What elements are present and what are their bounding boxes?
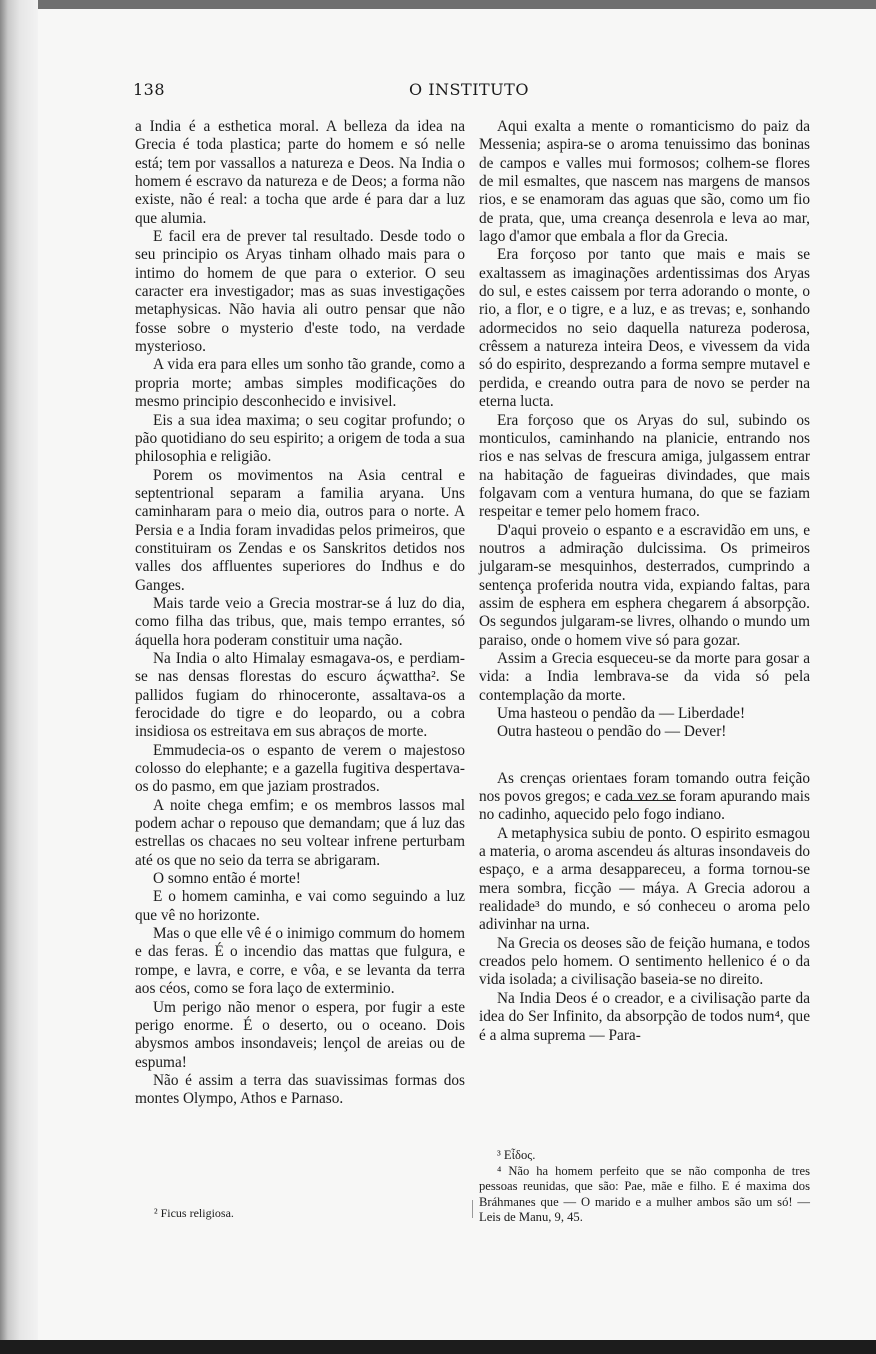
scan-bottom-edge — [0, 1340, 876, 1354]
section-divider — [620, 800, 676, 801]
paragraph: O somno então é morte! — [153, 870, 301, 888]
scan-top-edge — [0, 0, 876, 9]
paragraph: As crenças orientaes foram tomando outra feição nos povos gregos; e cada vez se foram apurando mais no cadinho, aquecido pelo fogo indiano. — [479, 769, 810, 824]
paragraph: Eis a sua idea maxima; o seu cogitar profundo; o pão quotidiano do seu espirito; a origem de toda a sua philosophia e religião. — [135, 411, 465, 466]
paragraph: Não é assim a terra das suavissimas formas dos montes Olympo, Athos e Parnaso. — [135, 1071, 465, 1108]
paragraph: Era forçoso que os Aryas do sul, subindo os monticulos, caminhando na planicie, entrando nos rios e nas selvas de frescura amiga, julgassem entrar na habitação de fagueiras divindades, que mais folgavam com a ventura humana, do que se faziam respeitar e temer pelo homem fraco. — [479, 411, 810, 521]
paragraph: A noite chega emfim; e os membros lassos mal podem achar o repouso que demandam; que á luz das estrellas os chacaes no seu voltear infrene perturbam até os que no seio da terra se abrigaram. — [135, 796, 465, 869]
paragraph: Mas o que elle vê é o inimigo commum do homem e das feras. É o incendio das mattas que fulgura, e rompe, e lavra, e corre, e vôa, e se levanta da terra aos céos, como se fora laço de exterminio. — [135, 925, 465, 998]
page-number: 138 — [133, 80, 166, 99]
footnote-2: ² Ficus religiosa. — [154, 1206, 234, 1220]
book-spine-shadow — [0, 0, 38, 1354]
footnote-3: ³ Eἶδος. — [497, 1148, 536, 1162]
paragraph: Uma hasteou o pendão da — Liberdade! — [497, 705, 746, 722]
paragraph: E facil era de prever tal resultado. Desde todo o seu principio os Aryas tinham olhado mais para o intimo do homem de que para o exterior. O seu caracter era investigador; mas as suas investigações metaphysicas. Não havia ali outro pensar que não fosse sobre o mysterio d'este todo, na verdade mysterioso. — [135, 228, 465, 356]
paragraph: a India é a esthetica moral. A belleza da idea na Grecia é toda plastica; parte do homem e só nelle está; tem por vassallos a natureza e Deos. Na India o homem é escravo da natureza e de Deos; a forma não existe, não é real: a tocha que arde é para dar a luz que alumia. — [135, 118, 465, 227]
page-header — [133, 80, 805, 102]
paragraph: Porem os movimentos na Asia central e septentrional separam a familia aryana. Uns caminharam para o meio dia, outros para o norte. A Persia e a India foram invadidas pelos primeiros, que constituiram os Zendas e os Sanskritos detidos nos valles dos affluentes superiores do Indhus e do Ganges. — [135, 466, 465, 594]
section-break — [479, 742, 810, 770]
paragraph: E o homem caminha, e vai como seguindo a luz que vê no horizonte. — [135, 888, 465, 924]
paragraph: Emmudecia-os o espanto de verem o majestoso colosso do elephante; e a gazella fugitiva despertava-os do pasmo, em que jaziam prostrados. — [135, 741, 465, 796]
paragraph: Era forçoso por tanto que mais e mais se exaltassem as imaginações ardentissimas dos Aryas do sul, e estes caissem por terra adorando o monte, o rio, a flor, e o tigre, e a luz, e as trevas; e, sonhando adormecidos no seio daquella natureza poderosa, crêssem a natureza inteira Deos, e vivessem da vida só do espirito, desprezando a forma sempre mutavel e perdida, e creando outra para de novo se perder na eterna lucta. — [479, 246, 810, 411]
paragraph: A metaphysica subiu de ponto. O espirito esmagou a materia, o aroma ascendeu ás alturas insondaveis do espaço, e a arma desappareceu, a forma tornou-se mera sombra, ficção — máya. A Grecia adorou a realidade³ do mundo, e só conheceu o aroma pelo adivinhar na urna. — [479, 824, 810, 934]
paragraph: Assim a Grecia esqueceu-se da morte para gosar a vida: a India lembrava-se da vida só pela contemplação da morte. — [479, 649, 810, 704]
paragraph: Mais tarde veio a Grecia mostrar-se á luz do dia, como filha das tribus, que, mais tempo errantes, só áquella hora poderam constituir uma nação. — [135, 594, 465, 649]
paragraph: Na India o alto Himalay esmagava-os, e perdiam-se nas densas florestas do escuro áçwattha². Se pallidos fugiam do rhinoceronte, assaltava-os a ferocidade do tigre e do leopardo, ou a cobra insidiosa os estreitava em sus abraços de morte. — [135, 649, 465, 741]
paragraph: Aqui exalta a mente o romanticismo do paiz da Messenia; aspira-se o aroma tenuissimo das boninas de campos e valles mui formosos; colhem-se flores de mil esmaltes, que nascem nas margens de mansos rios, e se enamoram das aguas que são, como um fio de prata, que, uma creança desenrola e leva ao mar, lago d'amor que embala a flor da Grecia. — [479, 118, 810, 246]
paragraph: Na India Deos é o creador, e a civilisação parte da idea do Ser Infinito, da absorpção de todos num⁴, que é a alma suprema — Para- — [479, 989, 810, 1044]
paragraph: Na Grecia os deoses são de feição humana, e todos creados pelo homem. O sentimento hellenico é o da vida isolada; a civilisação baseia-se no direito. — [479, 934, 810, 989]
left-column — [135, 118, 465, 1109]
column-divider — [472, 1200, 473, 1218]
paragraph: Outra hasteou o pendão do — Dever! — [497, 723, 727, 741]
running-title: O INSTITUTO — [409, 80, 529, 99]
paragraph: Um perigo não menor o espera, por fugir a este perigo enorme. É o deserto, ou o oceano. Dois abysmos ambos insondaveis; lençol de areias ou de espuma! — [135, 998, 465, 1071]
footnote-4: ⁴ Não ha homem perfeito que se não componha de tres pessoas reunidas, que são: Pae, mãe e filho. E é maxima dos Bráhmanes que — O marido e a mulher ambos são um só! — Leis de Manu, 9, 45. — [479, 1163, 810, 1224]
paragraph: A vida era para elles um sonho tão grande, como a propria morte; ambas simples modificações do mesmo principio desconhecido e invisivel. — [135, 356, 465, 411]
footnotes-right — [479, 1148, 810, 1226]
right-column — [479, 118, 810, 1045]
paragraph: D'aqui proveio o espanto e a escravidão em uns, e noutros a admiração dulcissima. Os primeiros julgaram-se mesquinhos, desterrados, cumprindo a sentença proferida noutra vida, expiando faltas, para assim de esphera em esphera chegarem á absorpção. Os segundos julgaram-se livres, olhando o mundo um paraiso, onde o homem vive só para gozar. — [479, 521, 810, 649]
